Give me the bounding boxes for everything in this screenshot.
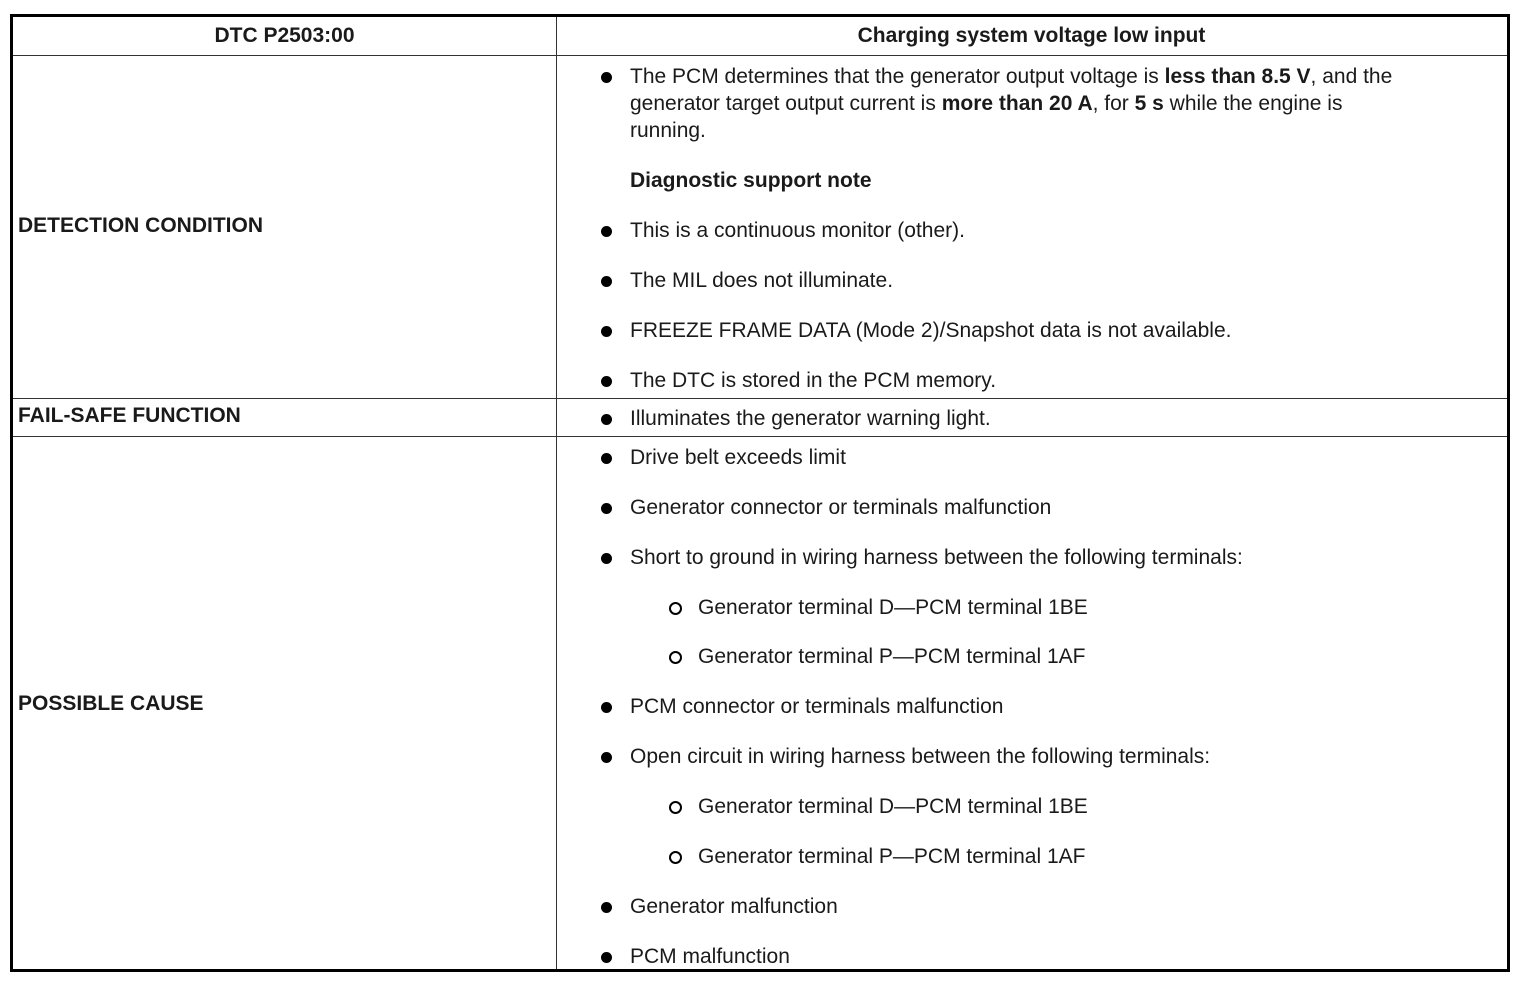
detection-line-3: running.	[630, 119, 706, 142]
bullet-icon	[601, 952, 612, 963]
bullet-icon	[601, 752, 612, 763]
bullet-icon	[601, 376, 612, 387]
detection-note-item: FREEZE FRAME DATA (Mode 2)/Snapshot data is not available.	[630, 319, 1232, 342]
detection-note-item: The MIL does not illuminate.	[630, 269, 894, 292]
column-divider	[556, 17, 557, 969]
sub-bullet-icon	[669, 651, 682, 664]
bullet-icon	[601, 553, 612, 564]
bullet-icon	[601, 226, 612, 237]
cause-subitem: Generator terminal P—PCM terminal 1AF	[698, 845, 1086, 868]
cause-item: Generator malfunction	[630, 895, 838, 918]
fail-safe-label: FAIL-SAFE FUNCTION	[18, 404, 241, 427]
cause-subitem: Generator terminal P—PCM terminal 1AF	[698, 645, 1086, 668]
diagnostic-support-note-heading: Diagnostic support note	[630, 169, 872, 192]
cause-item: Generator connector or terminals malfunction	[630, 496, 1052, 519]
dtc-code-header: DTC P2503:00	[214, 24, 355, 47]
row-divider-failsafe	[13, 436, 1507, 437]
dtc-title-header: Charging system voltage low input	[857, 24, 1206, 47]
bullet-icon	[601, 902, 612, 913]
detection-note-item: The DTC is stored in the PCM memory.	[630, 369, 997, 392]
cause-item: Drive belt exceeds limit	[630, 446, 846, 469]
bullet-icon	[601, 276, 612, 287]
detection-line-1: The PCM determines that the generator output voltage is less than 8.5 V, and the	[630, 65, 1393, 88]
cause-subitem: Generator terminal D—PCM terminal 1BE	[698, 596, 1088, 619]
sub-bullet-icon	[669, 851, 682, 864]
fail-safe-item: Illuminates the generator warning light.	[630, 407, 991, 430]
sub-bullet-icon	[669, 602, 682, 615]
row-divider-detection	[13, 398, 1507, 399]
bullet-icon	[601, 72, 612, 83]
bullet-icon	[601, 702, 612, 713]
detection-note-item: This is a continuous monitor (other).	[630, 219, 965, 242]
possible-cause-label: POSSIBLE CAUSE	[18, 692, 204, 715]
sub-bullet-icon	[669, 801, 682, 814]
bullet-icon	[601, 326, 612, 337]
dtc-table	[10, 14, 1510, 972]
cause-item: PCM connector or terminals malfunction	[630, 695, 1004, 718]
cause-subitem: Generator terminal D—PCM terminal 1BE	[698, 795, 1088, 818]
cause-item: PCM malfunction	[630, 945, 790, 968]
cause-item: Short to ground in wiring harness between the following terminals:	[630, 546, 1243, 569]
detection-line-2: generator target output current is more than 20 A, for 5 s while the engine is	[630, 92, 1343, 115]
header-divider	[13, 55, 1507, 56]
bullet-icon	[601, 503, 612, 514]
cause-item: Open circuit in wiring harness between the following terminals:	[630, 745, 1211, 768]
bullet-icon	[601, 453, 612, 464]
bullet-icon	[601, 414, 612, 425]
detection-condition-label: DETECTION CONDITION	[18, 214, 263, 237]
